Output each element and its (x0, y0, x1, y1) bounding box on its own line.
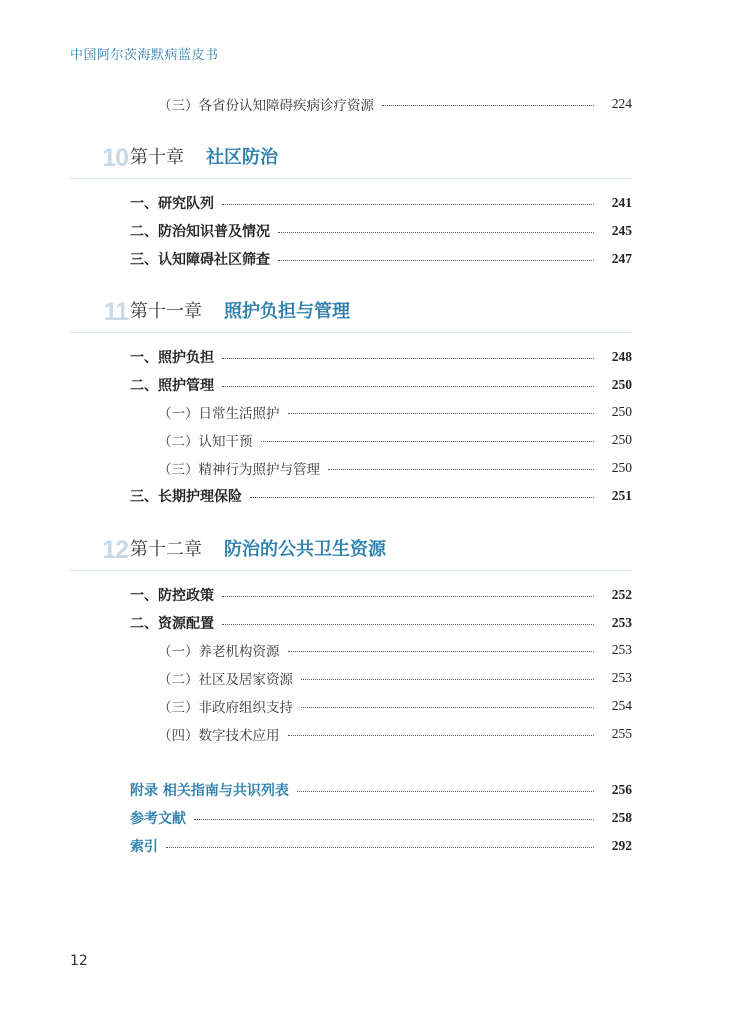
leader-dots (222, 204, 594, 205)
toc-entry-label: 附录 相关指南与共识列表 (130, 783, 289, 799)
leader-dots (301, 707, 594, 708)
toc-entry-page: 258 (611, 810, 632, 825)
toc-entry-page: 256 (611, 782, 632, 797)
chapter-number: 12 (102, 536, 128, 564)
toc-entry[interactable] (158, 456, 632, 480)
toc-entry-page: 250 (611, 404, 632, 419)
toc-entry-page: 248 (611, 349, 632, 364)
leader-dots (288, 413, 595, 414)
leader-dots (301, 679, 594, 680)
page-number: 12 (70, 953, 88, 969)
toc-entry[interactable] (130, 373, 632, 397)
running-header-title: 中国阿尔茨海默病蓝皮书 (70, 48, 219, 63)
toc-entry-label: 一、防控政策 (130, 588, 214, 604)
toc-entry[interactable] (130, 191, 632, 215)
toc-entry-page: 241 (611, 195, 632, 210)
toc-entry-label: （二）社区及居家资源 (158, 672, 293, 688)
toc-entry-page: 250 (611, 460, 632, 475)
toc-entry[interactable] (130, 247, 632, 271)
chapter-heading-10[interactable] (70, 142, 632, 179)
toc-entry-index[interactable] (130, 834, 632, 858)
toc-entry-page: 251 (611, 488, 632, 503)
toc-entry-label: 索引 (130, 839, 158, 855)
toc-entry[interactable] (130, 583, 632, 607)
leader-dots (278, 232, 594, 233)
leader-dots (382, 105, 594, 106)
toc-entry[interactable] (158, 722, 632, 746)
toc-entry-page: 253 (611, 642, 632, 657)
leader-dots (288, 735, 595, 736)
toc-entry[interactable] (158, 400, 632, 424)
leader-dots (278, 260, 594, 261)
toc-entry[interactable] (158, 428, 632, 452)
toc-entry-page: 292 (611, 838, 632, 853)
toc-entry-appendix[interactable] (130, 778, 632, 802)
chapter-title: 社区防治 (206, 147, 278, 168)
toc-entry-label: 参考文献 (130, 811, 186, 827)
toc-entry-references[interactable] (130, 806, 632, 830)
chapter-heading-12[interactable] (70, 534, 632, 571)
leader-dots (194, 819, 594, 820)
toc-entry-label: 一、研究队列 (130, 196, 214, 212)
chapter-title: 防治的公共卫生资源 (224, 539, 386, 560)
leader-dots (222, 358, 594, 359)
toc-entry-label: （一）养老机构资源 (158, 644, 280, 660)
chapter-label: 第十章 (130, 147, 184, 168)
toc-entry[interactable] (158, 638, 632, 662)
toc-entry-page: 247 (611, 251, 632, 266)
toc-entry-page: 254 (611, 698, 632, 713)
toc-entry-label: （三）各省份认知障碍疾病诊疗资源 (158, 98, 374, 114)
leader-dots (222, 386, 594, 387)
leader-dots (222, 624, 594, 625)
toc-entry-label: （三）非政府组织支持 (158, 700, 293, 716)
chapter-label: 第十一章 (130, 301, 202, 322)
toc-entry-label: （一）日常生活照护 (158, 406, 280, 422)
toc-entry-page: 250 (611, 432, 632, 447)
toc-entry-label: （二）认知干预 (158, 434, 253, 450)
chapter-title: 照护负担与管理 (224, 301, 350, 322)
toc-entry-label: 一、照护负担 (130, 350, 214, 366)
leader-dots (261, 441, 595, 442)
toc-entry[interactable] (130, 219, 632, 243)
toc-entry-label: 三、认知障碍社区筛查 (130, 252, 270, 268)
toc-entry-page: 253 (611, 670, 632, 685)
toc-entry-page: 245 (611, 223, 632, 238)
leader-dots (166, 847, 594, 848)
leader-dots (328, 469, 594, 470)
toc-entry-page: 253 (611, 615, 632, 630)
toc-entry-label: 二、资源配置 (130, 616, 214, 632)
toc-entry-label: 二、防治知识普及情况 (130, 224, 270, 240)
toc-entry-label: （四）数字技术应用 (158, 728, 280, 744)
leader-dots (250, 497, 594, 498)
chapter-heading-11[interactable] (70, 296, 632, 333)
toc-entry-page: 252 (611, 587, 632, 602)
toc-entry[interactable] (158, 92, 632, 116)
toc-entry-label: 二、照护管理 (130, 378, 214, 394)
leader-dots (288, 651, 595, 652)
toc-entry-page: 255 (611, 726, 632, 741)
toc-entry[interactable] (158, 694, 632, 718)
toc-entry[interactable] (130, 345, 632, 369)
toc-entry-page: 250 (611, 377, 632, 392)
toc-entry[interactable] (130, 611, 632, 635)
toc-entry[interactable] (158, 666, 632, 690)
chapter-number: 11 (103, 298, 128, 326)
toc-entry-label: 三、长期护理保险 (130, 489, 242, 505)
toc-entry-label: （三）精神行为照护与管理 (158, 462, 320, 478)
chapter-label: 第十二章 (130, 539, 202, 560)
leader-dots (222, 596, 594, 597)
leader-dots (297, 791, 594, 792)
toc-entry-page: 224 (611, 96, 632, 111)
chapter-number: 10 (102, 144, 128, 172)
toc-entry[interactable] (130, 484, 632, 508)
